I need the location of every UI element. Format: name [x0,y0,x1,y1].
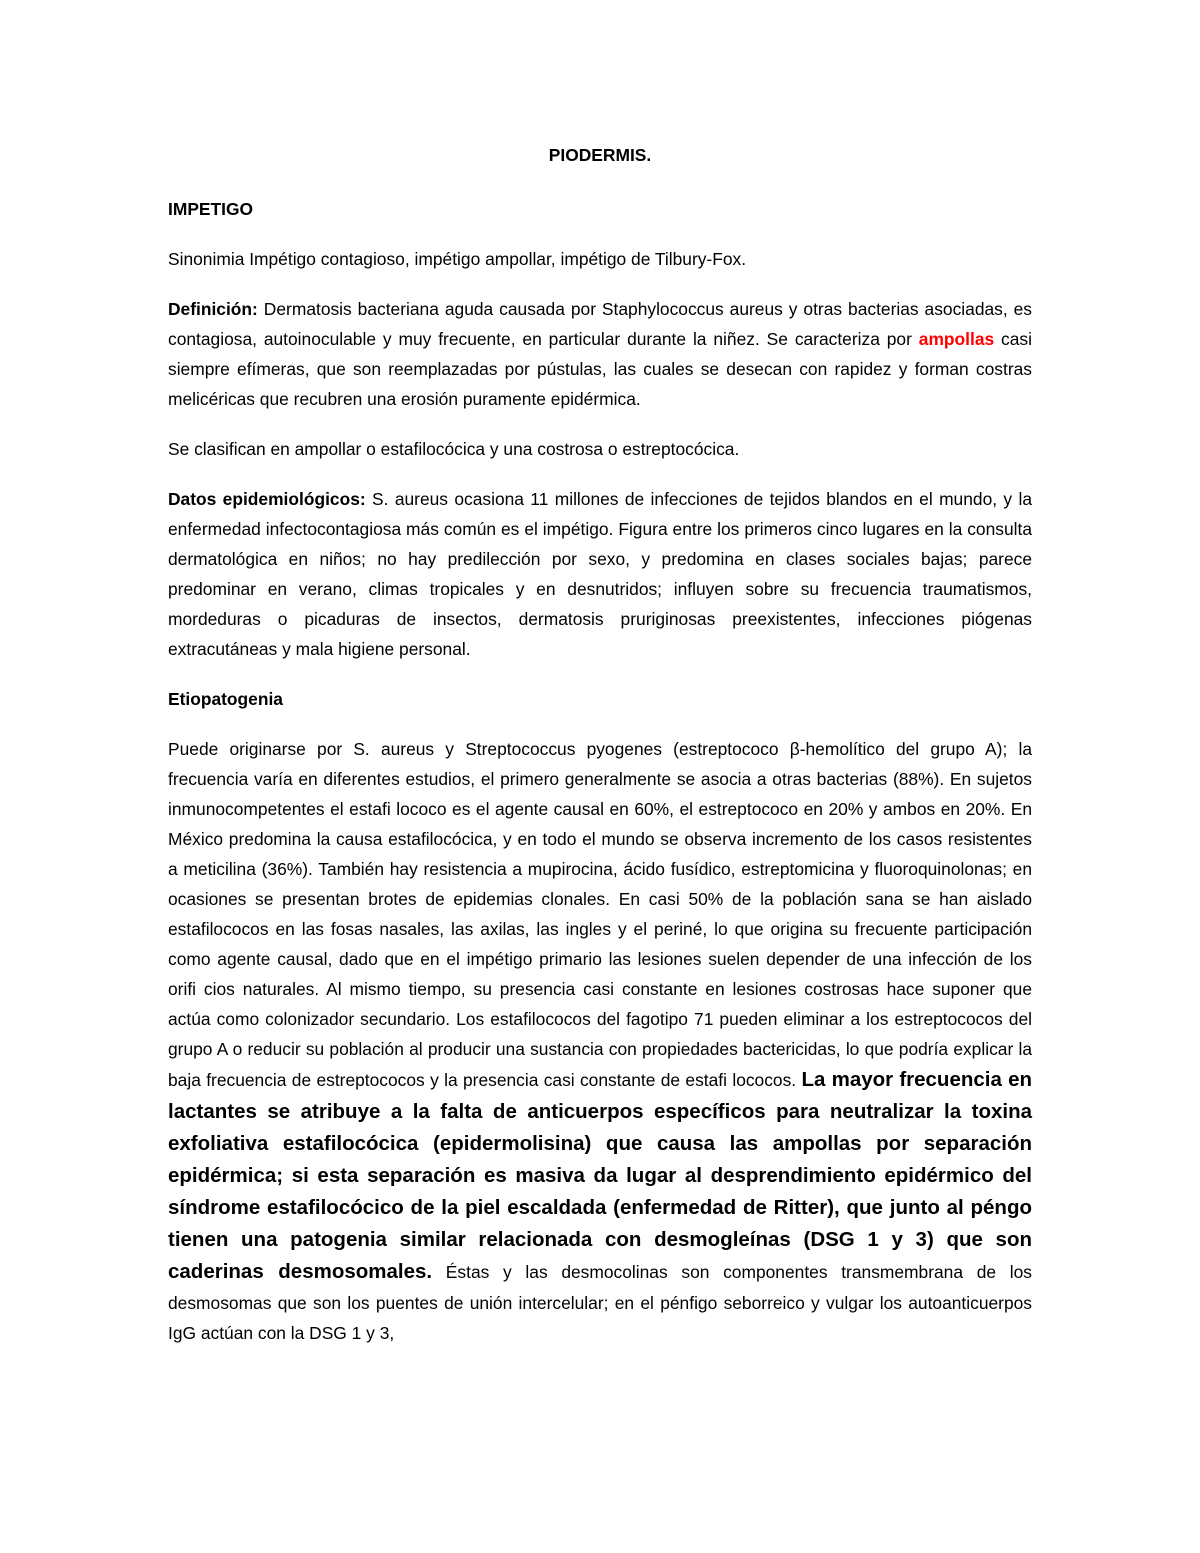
emphasized-text: La mayor frecuencia en lactantes se atribuye a la falta de anticuerpos específicos para neutralizar la toxina exfoliativa estafilocócica (epidermolisina) que causa las ampollas por separación epidérmica; si esta separación es masiva da lugar al desprendimiento epidérmico del síndrome estafilocócico de la piel escaldada (enfermedad de Ritter), que junto al péngo tienen una patogenia similar relacionada con desmogleínas (DSG 1 y 3) que son caderinas desmosomales. [168,1068,1033,1283]
definicion-label: Definición: [168,299,258,319]
datos-label: Datos epidemiológicos: [168,489,366,509]
clasificacion-paragraph: Se clasifican en ampollar o estafilocócica y una costrosa o estreptocócica. [168,439,740,459]
datos-paragraph [168,484,1032,664]
etiopatogenia-text-a: Puede originarse por S. aureus y Streptococcus pyogenes (estreptococo β-hemolítico del grupo A); la frecuencia varía en diferentes estudios, el primero generalmente se asocia a otras bacterias (88%). En sujetos inmunocompetentes el estafi lococo es el agente causal en 60%, el estreptococo en 20% y ambos en 20%. En México predomina la causa estafilocócica, y en todo el mundo se observa incremento de los casos resistentes a meticilina (36%). También hay resistencia a mupirocina, ácido fusídico, estreptomicina y fluoroquinolonas; en ocasiones se presentan brotes de epidemias clonales. En casi 50% de la población sana se han aislado estafilococos en las fosas nasales, las axilas, las ingles y el periné, lo que origina su frecuente participación como agente causal, dado que en el impétigo primario las lesiones suelen depender de una infección de los orifi cios naturales. Al mismo tiempo, su presencia casi constante en lesiones costrosas hace suponer que actúa como colonizador secundario. Los estafilococos del fagotipo 71 pueden eliminar a los estreptococos del grupo A o reducir su población al producir una sustancia con propiedades bactericidas, lo que podría explicar la baja frecuencia de estreptococos y la presencia casi constante de estafi lococos. [168,739,1032,1090]
etiopatogenia-text-b: Éstas y las desmocolinas son componentes transmembrana de los desmosomas que son los puentes de unión intercelular; en el pénfigo seborreico y vulgar los autoanticuerpos IgG actúan con la DSG 1 y 3, [168,1262,1032,1343]
section-heading-etiopatogenia: Etiopatogenia [168,689,283,709]
etiopatogenia-paragraph [168,734,1032,1348]
definicion-text-a: Dermatosis bacteriana aguda causada por Staphylococcus aureus y otras bacterias asociadas, es contagiosa, autoinoculable y muy frecuente, en particular durante la niñez. Se caracteriza por [168,299,1032,349]
definicion-paragraph [168,294,1032,414]
section-heading-impetigo: IMPETIGO [168,199,254,219]
document-title: PIODERMIS. [548,145,652,165]
sinonimia-paragraph: Sinonimia Impétigo contagioso, impétigo ampollar, impétigo de Tilbury-Fox. [168,249,747,269]
definicion-text-b: casi siempre efímeras, que son reemplazadas por pústulas, las cuales se desecan con rapidez y forman costras melicéricas que recubren una erosión puramente epidérmica. [168,329,1032,409]
document-page [168,140,1032,1368]
datos-text: S. aureus ocasiona 11 millones de infecciones de tejidos blandos en el mundo, y la enfermedad infectocontagiosa más común es el impétigo. Figura entre los primeros cinco lugares en la consulta dermatológica en niños; no hay predilección por sexo, y predomina en clases sociales bajas; parece predominar en verano, climas tropicales y en desnutridos; influyen sobre su frecuencia traumatismos, mordeduras o picaduras de insectos, dermatosis pruriginosas preexistentes, infecciones piógenas extracutáneas y mala higiene personal. [168,489,1033,659]
highlighted-term: ampollas [918,329,995,349]
